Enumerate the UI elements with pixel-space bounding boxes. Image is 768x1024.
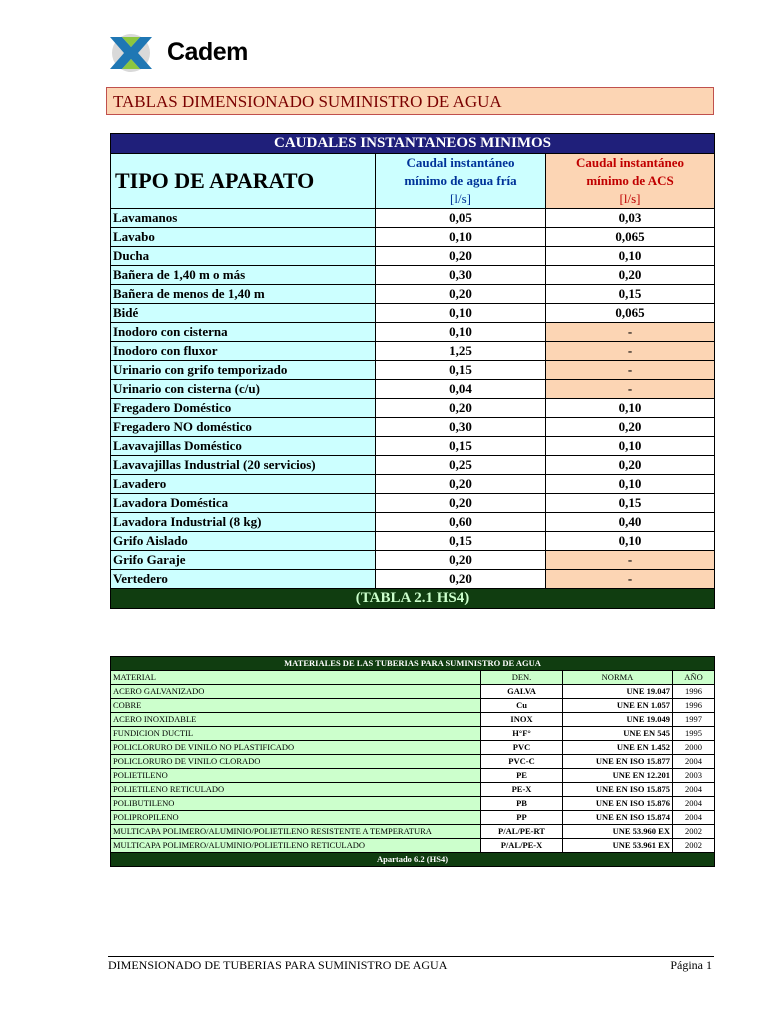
- table-row: [111, 342, 715, 361]
- caudal-agua-fria: 0,30: [376, 418, 546, 437]
- aparato-name: Vertedero: [111, 570, 376, 589]
- agua-fria-header-line1: Caudal instantáneo: [406, 155, 515, 170]
- norma-col-header: NORMA: [563, 671, 673, 685]
- table-row: [111, 811, 715, 825]
- materiales-header: MATERIALES DE LAS TUBERIAS PARA SUMINISTRO DE AGUA: [111, 657, 715, 671]
- ano-cell: 2003: [673, 769, 715, 783]
- agua-fria-unit: [l/s]: [450, 191, 471, 206]
- aparato-name: Lavabo: [111, 228, 376, 247]
- material-cell: MULTICAPA POLIMERO/ALUMINIO/POLIETILENO RETICULADO: [111, 839, 481, 853]
- table-row: [111, 513, 715, 532]
- norma-cell: UNE EN ISO 15.876: [563, 797, 673, 811]
- table-row: [111, 266, 715, 285]
- den-cell: H°F°: [481, 727, 563, 741]
- aparato-name: Lavadero: [111, 475, 376, 494]
- norma-cell: UNE 19.049: [563, 713, 673, 727]
- norma-cell: UNE 53.960 EX: [563, 825, 673, 839]
- caudal-acs: 0,20: [546, 456, 715, 475]
- den-cell: P/AL/PE-RT: [481, 825, 563, 839]
- materiales-table: [110, 656, 715, 867]
- aparato-name: Urinario con grifo temporizado: [111, 361, 376, 380]
- table-row: [111, 551, 715, 570]
- material-cell: POLIBUTILENO: [111, 797, 481, 811]
- aparato-name: Lavamanos: [111, 209, 376, 228]
- table-row: [111, 570, 715, 589]
- aparato-name: Grifo Garaje: [111, 551, 376, 570]
- den-cell: INOX: [481, 713, 563, 727]
- footer-page-number: Página 1: [670, 958, 712, 972]
- caudal-acs: 0,40: [546, 513, 715, 532]
- caudal-acs: 0,10: [546, 437, 715, 456]
- caudal-agua-fria: 0,20: [376, 494, 546, 513]
- caudal-acs: 0,065: [546, 304, 715, 323]
- page-title: TABLAS DIMENSIONADO SUMINISTRO DE AGUA: [106, 87, 714, 115]
- agua-fria-header: [376, 154, 546, 209]
- caudal-acs: 0,20: [546, 418, 715, 437]
- ano-cell: 2004: [673, 755, 715, 769]
- caudal-acs: 0,15: [546, 494, 715, 513]
- table-row: [111, 304, 715, 323]
- norma-cell: UNE EN ISO 15.877: [563, 755, 673, 769]
- table-row: [111, 532, 715, 551]
- aparato-name: Urinario con cisterna (c/u): [111, 380, 376, 399]
- ano-cell: 1996: [673, 699, 715, 713]
- caudal-acs: -: [546, 342, 715, 361]
- table-row: [111, 285, 715, 304]
- caudal-agua-fria: 0,15: [376, 532, 546, 551]
- den-cell: PVC-C: [481, 755, 563, 769]
- caudal-acs: -: [546, 551, 715, 570]
- caudal-agua-fria: 0,60: [376, 513, 546, 532]
- caudal-acs: 0,10: [546, 475, 715, 494]
- agua-fria-header-line2: mínimo de agua fría: [404, 173, 517, 188]
- norma-cell: UNE EN 545: [563, 727, 673, 741]
- aparato-name: Bañera de 1,40 m o más: [111, 266, 376, 285]
- table-row: [111, 685, 715, 699]
- table-row: [111, 699, 715, 713]
- ano-cell: 1997: [673, 713, 715, 727]
- table-row: [111, 418, 715, 437]
- table-row: [111, 783, 715, 797]
- caudal-agua-fria: 0,20: [376, 551, 546, 570]
- table-row: [111, 228, 715, 247]
- caudal-acs: -: [546, 380, 715, 399]
- caudal-agua-fria: 0,20: [376, 399, 546, 418]
- ano-cell: 2004: [673, 783, 715, 797]
- caudal-agua-fria: 0,10: [376, 323, 546, 342]
- material-cell: ACERO INOXIDABLE: [111, 713, 481, 727]
- caudal-agua-fria: 0,20: [376, 247, 546, 266]
- aparato-name: Fregadero NO doméstico: [111, 418, 376, 437]
- table-row: [111, 797, 715, 811]
- acs-header-line2: mínimo de ACS: [586, 173, 674, 188]
- norma-cell: UNE EN 12.201: [563, 769, 673, 783]
- footer-document-title: DIMENSIONADO DE TUBERIAS PARA SUMINISTRO DE AGUA: [108, 958, 448, 972]
- den-cell: Cu: [481, 699, 563, 713]
- caudales-footer: (TABLA 2.1 HS4): [111, 589, 715, 609]
- table-row: [111, 494, 715, 513]
- table-row: [111, 209, 715, 228]
- aparato-name: Grifo Aislado: [111, 532, 376, 551]
- brand-name: Cadem: [167, 38, 248, 66]
- caudal-agua-fria: 1,25: [376, 342, 546, 361]
- caudal-acs: -: [546, 361, 715, 380]
- den-cell: PP: [481, 811, 563, 825]
- cadem-logo-icon: [108, 33, 154, 73]
- aparato-name: Bañera de menos de 1,40 m: [111, 285, 376, 304]
- table-row: [111, 769, 715, 783]
- den-cell: PE: [481, 769, 563, 783]
- caudal-agua-fria: 0,15: [376, 437, 546, 456]
- caudal-agua-fria: 0,05: [376, 209, 546, 228]
- acs-header-line1: Caudal instantáneo: [576, 155, 685, 170]
- material-cell: POLIPROPILENO: [111, 811, 481, 825]
- material-cell: POLICLORURO DE VINILO NO PLASTIFICADO: [111, 741, 481, 755]
- table-row: [111, 713, 715, 727]
- den-cell: PE-X: [481, 783, 563, 797]
- aparato-name: Fregadero Doméstico: [111, 399, 376, 418]
- caudales-table: [110, 133, 715, 609]
- den-cell: PB: [481, 797, 563, 811]
- caudal-agua-fria: 0,25: [376, 456, 546, 475]
- den-cell: GALVA: [481, 685, 563, 699]
- acs-header: [546, 154, 715, 209]
- table-row: [111, 825, 715, 839]
- material-cell: COBRE: [111, 699, 481, 713]
- caudal-agua-fria: 0,10: [376, 304, 546, 323]
- table-row: [111, 755, 715, 769]
- material-cell: MULTICAPA POLIMERO/ALUMINIO/POLIETILENO RESISTENTE A TEMPERATURA: [111, 825, 481, 839]
- ano-cell: 1995: [673, 727, 715, 741]
- tipo-aparato-header: TIPO DE APARATO: [111, 154, 376, 209]
- ano-cell: 2000: [673, 741, 715, 755]
- caudal-agua-fria: 0,20: [376, 285, 546, 304]
- aparato-name: Inodoro con cisterna: [111, 323, 376, 342]
- norma-cell: UNE EN ISO 15.875: [563, 783, 673, 797]
- caudal-acs: 0,065: [546, 228, 715, 247]
- aparato-name: Lavadora Doméstica: [111, 494, 376, 513]
- materiales-footer: Apartado 6.2 (HS4): [111, 853, 715, 867]
- caudal-agua-fria: 0,20: [376, 570, 546, 589]
- caudal-acs: 0,10: [546, 247, 715, 266]
- table-row: [111, 437, 715, 456]
- material-cell: POLIETILENO: [111, 769, 481, 783]
- table-row: [111, 839, 715, 853]
- caudal-acs: 0,15: [546, 285, 715, 304]
- material-cell: ACERO GALVANIZADO: [111, 685, 481, 699]
- table-row: [111, 323, 715, 342]
- ano-cell: 2004: [673, 811, 715, 825]
- material-cell: POLICLORURO DE VINILO CLORADO: [111, 755, 481, 769]
- norma-cell: UNE EN ISO 15.874: [563, 811, 673, 825]
- table-row: [111, 399, 715, 418]
- table-row: [111, 361, 715, 380]
- table-row: [111, 247, 715, 266]
- ano-cell: 2002: [673, 839, 715, 853]
- den-cell: P/AL/PE-X: [481, 839, 563, 853]
- ano-cell: 2004: [673, 797, 715, 811]
- material-col-header: MATERIAL: [111, 671, 481, 685]
- caudal-acs: -: [546, 570, 715, 589]
- ano-cell: 2002: [673, 825, 715, 839]
- material-cell: POLIETILENO RETICULADO: [111, 783, 481, 797]
- den-cell: PVC: [481, 741, 563, 755]
- aparato-name: Ducha: [111, 247, 376, 266]
- caudal-acs: -: [546, 323, 715, 342]
- caudales-header: CAUDALES INSTANTANEOS MINIMOS: [111, 134, 715, 154]
- norma-cell: UNE 53.961 EX: [563, 839, 673, 853]
- caudal-agua-fria: 0,20: [376, 475, 546, 494]
- ano-col-header: AÑO: [673, 671, 715, 685]
- aparato-name: Bidé: [111, 304, 376, 323]
- caudal-acs: 0,03: [546, 209, 715, 228]
- acs-unit: [l/s]: [619, 191, 641, 206]
- table-row: [111, 741, 715, 755]
- ano-cell: 1996: [673, 685, 715, 699]
- aparato-name: Lavavajillas Doméstico: [111, 437, 376, 456]
- caudal-acs: 0,10: [546, 532, 715, 551]
- material-cell: FUNDICION DUCTIL: [111, 727, 481, 741]
- table-row: [111, 475, 715, 494]
- norma-cell: UNE 19.047: [563, 685, 673, 699]
- table-row: [111, 727, 715, 741]
- aparato-name: Lavadora Industrial (8 kg): [111, 513, 376, 532]
- caudal-agua-fria: 0,30: [376, 266, 546, 285]
- caudal-agua-fria: 0,10: [376, 228, 546, 247]
- table-row: [111, 456, 715, 475]
- caudal-agua-fria: 0,04: [376, 380, 546, 399]
- caudal-acs: 0,20: [546, 266, 715, 285]
- den-col-header: DEN.: [481, 671, 563, 685]
- norma-cell: UNE EN 1.057: [563, 699, 673, 713]
- aparato-name: Lavavajillas Industrial (20 servicios): [111, 456, 376, 475]
- footer-divider: [108, 956, 714, 957]
- caudal-agua-fria: 0,15: [376, 361, 546, 380]
- aparato-name: Inodoro con fluxor: [111, 342, 376, 361]
- norma-cell: UNE EN 1.452: [563, 741, 673, 755]
- table-row: [111, 380, 715, 399]
- caudal-acs: 0,10: [546, 399, 715, 418]
